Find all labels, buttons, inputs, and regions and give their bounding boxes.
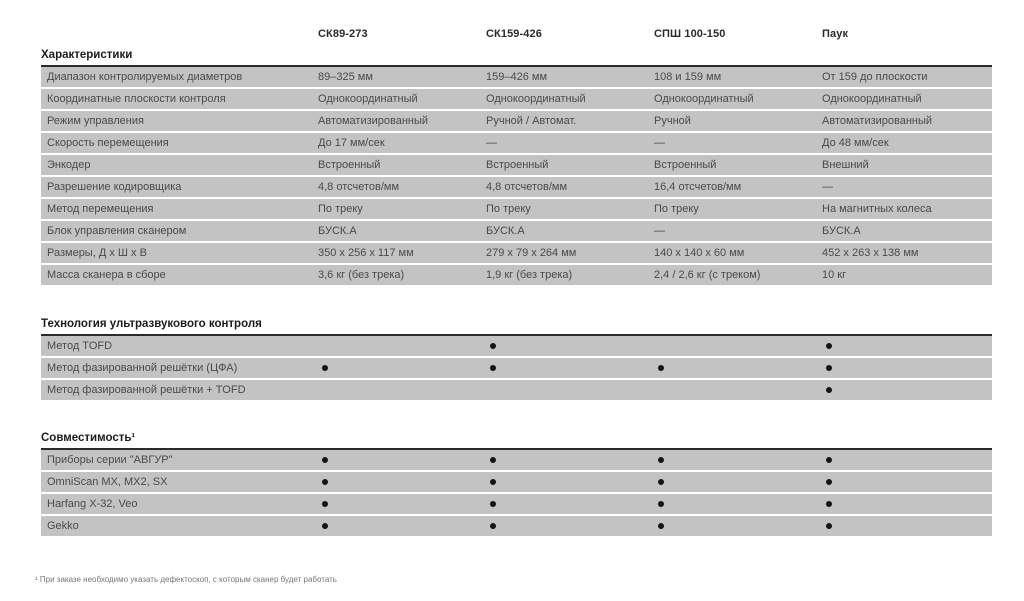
table-row	[41, 336, 992, 356]
value-cell: Встроенный	[486, 159, 549, 171]
table-row	[41, 221, 992, 241]
table-row	[41, 89, 992, 109]
feature-dot	[322, 523, 328, 529]
value-cell: 3,6 кг (без трека)	[318, 269, 405, 281]
dot-cell	[822, 476, 992, 488]
dot-cell	[822, 340, 992, 352]
table-row	[41, 450, 992, 470]
table-row	[41, 265, 992, 285]
table-row	[41, 358, 992, 378]
table-row	[41, 67, 992, 87]
value-cell: На магнитных колеса	[822, 203, 932, 215]
feature-dot	[490, 479, 496, 485]
value-cell: БУСК.А	[318, 225, 357, 237]
feature-dot	[658, 457, 664, 463]
feature-dot	[826, 479, 832, 485]
value-cell: 159–426 мм	[486, 71, 548, 83]
section-title: Совместимость¹	[41, 432, 136, 444]
dot-cell	[654, 498, 822, 510]
section-dots	[41, 432, 992, 538]
feature-dot	[490, 343, 496, 349]
section-dots	[41, 318, 992, 402]
footnote: ¹ При заказе необходимо указать дефектоскоп, с которым сканер будет работать	[35, 575, 337, 584]
dot-cell	[318, 362, 486, 374]
value-cell: Внешний	[822, 159, 869, 171]
dot-cell	[822, 498, 992, 510]
feature-dot	[826, 343, 832, 349]
section-title: Технология ультразвукового контроля	[41, 318, 262, 330]
feature-dot	[826, 501, 832, 507]
row-label: Метод перемещения	[47, 203, 154, 215]
row-label: Диапазон контролируемых диаметров	[47, 71, 243, 83]
feature-dot	[658, 501, 664, 507]
dot-cell	[822, 520, 992, 532]
column-header: СПШ 100-150	[654, 28, 726, 40]
dot-cell	[486, 520, 654, 532]
table-row	[41, 199, 992, 219]
dot-cell	[486, 340, 654, 352]
feature-dot	[658, 479, 664, 485]
row-label: Метод TOFD	[47, 340, 113, 352]
feature-dot	[322, 479, 328, 485]
feature-dot	[826, 457, 832, 463]
value-cell: Автоматизированный	[318, 115, 429, 127]
value-cell: Однокоординатный	[654, 93, 754, 105]
table-row	[41, 494, 992, 514]
value-cell: —	[486, 137, 497, 149]
value-cell: —	[654, 225, 665, 237]
dot-cell	[486, 476, 654, 488]
table-row	[41, 111, 992, 131]
dot-cell	[318, 454, 486, 466]
value-cell: 140 x 140 x 60 мм	[654, 247, 745, 259]
table-row	[41, 472, 992, 492]
feature-dot	[322, 501, 328, 507]
feature-dot	[826, 523, 832, 529]
value-cell: 4,8 отсчетов/мм	[486, 181, 568, 193]
feature-dot	[490, 365, 496, 371]
row-label: Приборы серии "АВГУР"	[47, 454, 173, 466]
value-cell: Автоматизированный	[822, 115, 933, 127]
row-label: OmniScan MX, MX2, SX	[47, 476, 168, 488]
row-label: Энкодер	[47, 159, 91, 171]
value-cell: 4,8 отсчетов/мм	[318, 181, 400, 193]
row-label: Скорость перемещения	[47, 137, 169, 149]
row-label: Разрешение кодировщика	[47, 181, 182, 193]
value-cell: Однокоординатный	[318, 93, 418, 105]
value-cell: БУСК.А	[822, 225, 861, 237]
value-cell: От 159 до плоскости	[822, 71, 928, 83]
table-row	[41, 133, 992, 153]
row-label: Масса сканера в сборе	[47, 269, 166, 281]
table-row	[41, 177, 992, 197]
value-cell: —	[654, 137, 665, 149]
value-cell: 10 кг	[822, 269, 847, 281]
column-header: СК159-426	[486, 28, 542, 40]
value-cell: 350 x 256 x 117 мм	[318, 247, 414, 259]
value-cell: 89–325 мм	[318, 71, 373, 83]
row-label: Метод фазированной решётки + TOFD	[47, 384, 246, 396]
value-cell: По треку	[318, 203, 363, 215]
column-headers	[41, 27, 992, 41]
dot-cell	[822, 362, 992, 374]
feature-dot	[322, 365, 328, 371]
dot-cell	[822, 454, 992, 466]
value-cell: Встроенный	[318, 159, 381, 171]
section-values	[41, 49, 992, 287]
row-label: Режим управления	[47, 115, 144, 127]
feature-dot	[490, 457, 496, 463]
value-cell: БУСК.А	[486, 225, 525, 237]
feature-dot	[490, 501, 496, 507]
column-header: Паук	[822, 28, 849, 40]
section-table	[41, 334, 992, 400]
dot-cell	[822, 384, 992, 396]
dot-cell	[654, 476, 822, 488]
row-label: Блок управления сканером	[47, 225, 187, 237]
value-cell: Однокоординатный	[822, 93, 922, 105]
row-label: Harfang X-32, Veo	[47, 498, 138, 510]
feature-dot	[826, 365, 832, 371]
feature-dot	[322, 457, 328, 463]
row-label: Метод фазированной решётки (ЦФА)	[47, 362, 238, 374]
value-cell: 452 x 263 x 138 мм	[822, 247, 919, 259]
value-cell: По треку	[654, 203, 699, 215]
value-cell: —	[822, 181, 833, 193]
feature-dot	[658, 365, 664, 371]
value-cell: По треку	[486, 203, 531, 215]
column-header: СК89-273	[318, 28, 368, 40]
feature-dot	[658, 523, 664, 529]
value-cell: Однокоординатный	[486, 93, 586, 105]
row-label: Gekko	[47, 520, 79, 532]
value-cell: 16,4 отсчетов/мм	[654, 181, 742, 193]
dot-cell	[318, 520, 486, 532]
row-label: Размеры, Д х Ш х В	[47, 247, 147, 259]
feature-dot	[826, 387, 832, 393]
feature-dot	[490, 523, 496, 529]
value-cell: Встроенный	[654, 159, 717, 171]
value-cell: 2,4 / 2,6 кг (с треком)	[654, 269, 761, 281]
dot-cell	[486, 454, 654, 466]
dot-cell	[318, 476, 486, 488]
table-row	[41, 516, 992, 536]
dot-cell	[318, 498, 486, 510]
value-cell: 1,9 кг (без трека)	[486, 269, 573, 281]
dot-cell	[654, 454, 822, 466]
value-cell: Ручной / Автомат.	[486, 115, 577, 127]
value-cell: До 17 мм/сек	[318, 137, 385, 149]
dot-cell	[486, 362, 654, 374]
table-row	[41, 155, 992, 175]
dot-cell	[654, 520, 822, 532]
value-cell: До 48 мм/сек	[822, 137, 889, 149]
value-cell: 108 и 159 мм	[654, 71, 722, 83]
dot-cell	[486, 498, 654, 510]
dot-cell	[654, 362, 822, 374]
section-table	[41, 448, 992, 536]
row-label: Координатные плоскости контроля	[47, 93, 226, 105]
table-row	[41, 380, 992, 400]
section-title: Характеристики	[41, 49, 133, 61]
value-cell: Ручной	[654, 115, 691, 127]
section-table	[41, 65, 992, 285]
value-cell: 279 x 79 x 264 мм	[486, 247, 577, 259]
table-row	[41, 243, 992, 263]
